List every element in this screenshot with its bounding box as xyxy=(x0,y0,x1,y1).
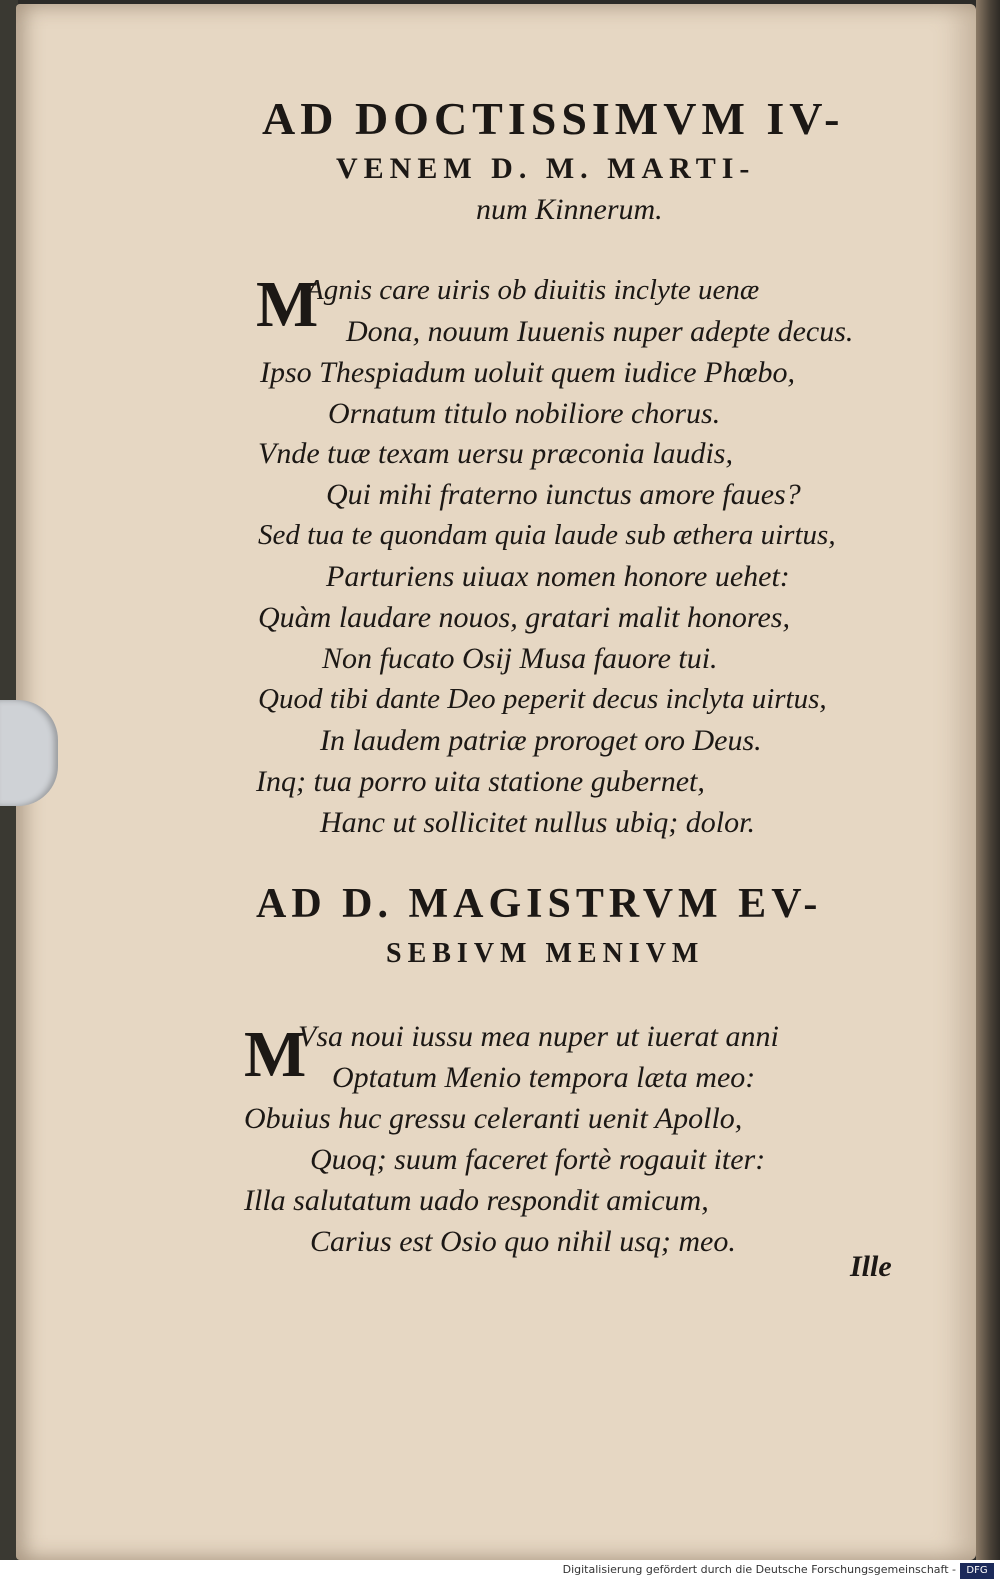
poem2-dropcap: M xyxy=(244,1018,307,1091)
poem2-verse-2: Optatum Menio tempora læta meo: xyxy=(332,1061,756,1094)
poem2-verse-5: Illa salutatum uado respondit amicum, xyxy=(244,1184,709,1217)
poem1-title-line1: AD DOCTISSIMVM IV- xyxy=(262,93,845,144)
poem1-title-line2: VENEM D. M. MARTI- xyxy=(336,152,756,185)
poem1-verse-2: Dona, nouum Iuuenis nuper adepte decus. xyxy=(346,315,854,348)
poem2-verse-4: Quoq; suum faceret fortè rogauit iter: xyxy=(310,1143,766,1176)
poem2-verse-1: Vsa noui iussu mea nuper ut iuerat anni xyxy=(298,1020,779,1053)
poem1-title-line3: num Kinnerum. xyxy=(476,193,663,226)
poem2-verse-6: Carius est Osio quo nihil usq; meo. xyxy=(310,1225,736,1258)
poem1-verse-6: Qui mihi fraterno iunctus amore faues? xyxy=(326,478,801,511)
footer-bar xyxy=(0,1560,1000,1584)
poem1-verse-9: Quàm laudare nouos, gratari malit honores, xyxy=(258,601,790,634)
page-fore-edge xyxy=(976,0,1000,1584)
poem1-verse-7: Sed tua te quondam quia laude sub æthera uirtus, xyxy=(258,519,836,551)
poem1-verse-4: Ornatum titulo nobiliore chorus. xyxy=(328,397,721,430)
poem2-title-line2: SEBIVM MENIVM xyxy=(386,938,705,969)
poem1-verse-8: Parturiens uiuax nomen honore uehet: xyxy=(326,560,790,593)
poem1-verse-13: Inq; tua porro uita statione gubernet, xyxy=(256,765,705,798)
poem2-title-line1: AD D. MAGISTRVM EV- xyxy=(256,881,823,927)
poem1-verse-14: Hanc ut sollicitet nullus ubiq; dolor. xyxy=(320,806,755,839)
poem1-verse-3: Ipso Thespiadum uoluit quem iudice Phœbo, xyxy=(260,356,795,389)
poem1-verse-10: Non fucato Osij Musa fauore tui. xyxy=(322,642,718,675)
poem1-verse-12: In laudem patriæ proroget oro Deus. xyxy=(320,724,762,757)
catchword: Ille xyxy=(850,1250,892,1283)
poem1-dropcap: M xyxy=(256,268,319,341)
dfg-logo-icon: DFG xyxy=(960,1563,994,1579)
poem1-verse-5: Vnde tuæ texam uersu præconia laudis, xyxy=(258,437,733,470)
poem2-verse-3: Obuius huc gressu celeranti uenit Apollo, xyxy=(244,1102,743,1135)
poem1-verse-11: Quod tibi dante Deo peperit decus inclyta uirtus, xyxy=(258,683,827,715)
footer-credit: Digitalisierung gefördert durch die Deutsche Forschungsgemeinschaft - xyxy=(562,1563,956,1576)
bookmark-tab xyxy=(0,700,58,806)
poem1-verse-1: Agnis care uiris ob diuitis inclyte uenæ xyxy=(306,274,760,306)
